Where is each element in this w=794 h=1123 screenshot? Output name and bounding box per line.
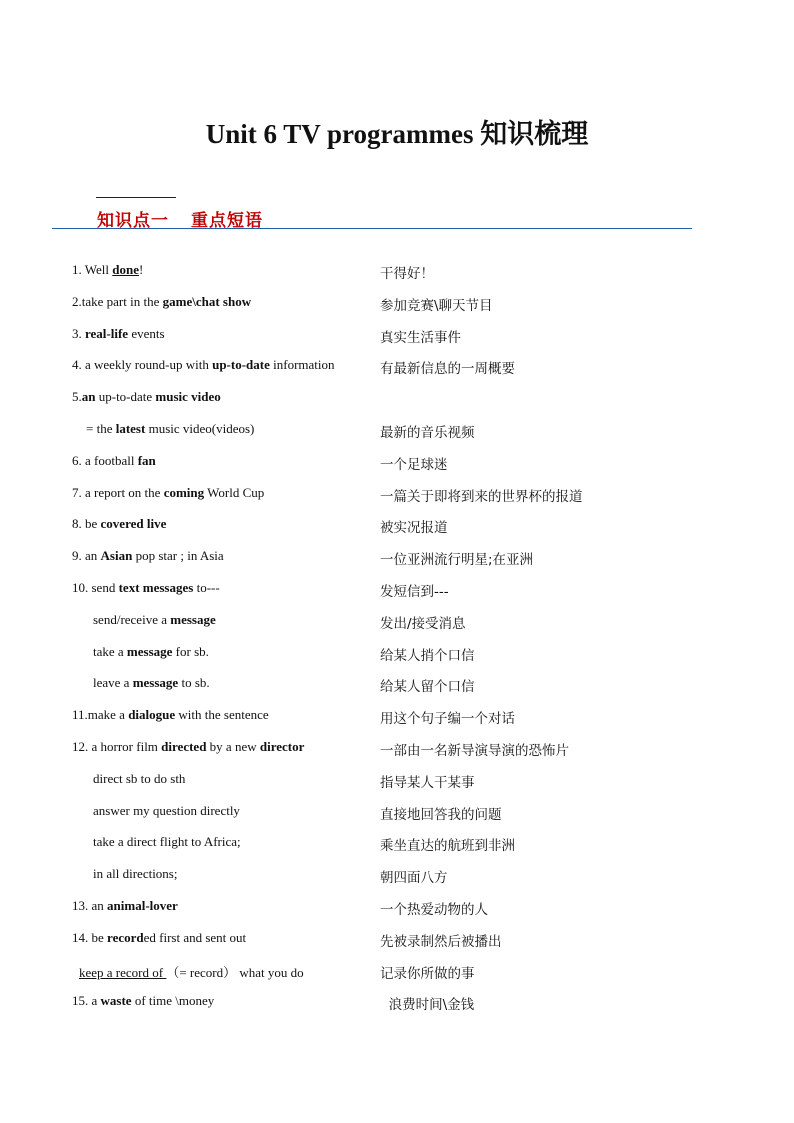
phrase-row (0, 930, 794, 962)
phrase-row (0, 866, 794, 898)
phrase-english: = the latest music video(videos) (86, 420, 255, 436)
phrase-row (0, 421, 794, 453)
phrase-english: 12. a horror film directed by a new director (72, 738, 305, 754)
phrase-english: 14. be recorded first and sent out (72, 929, 247, 945)
phrase-row (0, 962, 794, 994)
phrase-chinese: 乘坐直达的航班到非洲 (380, 838, 515, 855)
phrase-chinese: 一位亚洲流行明星;在亚洲 (380, 552, 534, 569)
phrase-english: 2.take part in the game\chat show (72, 293, 252, 309)
phrase-row (0, 516, 794, 548)
phrase-row (0, 389, 794, 421)
phrase-chinese: 真实生活事件 (380, 329, 461, 346)
phrase-chinese: 朝四面八方 (380, 870, 448, 887)
phrase-row (0, 675, 794, 707)
phrase-row (0, 453, 794, 485)
phrase-row (0, 485, 794, 517)
phrase-english: take a message for sb. (93, 643, 209, 659)
phrase-chinese: 参加竞赛\聊天节目 (380, 297, 493, 314)
phrase-chinese: 浪费时间\金钱 (380, 997, 475, 1014)
phrase-chinese: 有最新信息的一周概要 (380, 361, 515, 378)
section-top-line (96, 197, 176, 198)
phrase-row (0, 612, 794, 644)
section-part1: 知识点一 (97, 211, 169, 231)
phrase-english: 11.make a dialogue with the sentence (72, 707, 269, 723)
phrase-row (0, 803, 794, 835)
phrase-english: 15. a waste of time \money (72, 993, 215, 1009)
phrase-row (0, 739, 794, 771)
phrase-english: 7. a report on the coming World Cup (72, 484, 265, 500)
phrase-english: 1. Well done! (72, 262, 144, 277)
phrase-row (0, 707, 794, 739)
phrase-english: 10. send text messages to--- (72, 579, 220, 595)
phrase-english: take a direct flight to Africa; (93, 834, 241, 850)
phrase-row (0, 644, 794, 676)
phrase-english: 8. be covered live (72, 516, 167, 532)
phrase-english: 5.an up-to-date music video (72, 389, 221, 405)
phrase-row (0, 548, 794, 580)
phrase-chinese: 发短信到--- (380, 583, 449, 600)
phrase-chinese: 给某人留个口信 (380, 679, 475, 696)
phrase-chinese: 被实况报道 (380, 520, 448, 537)
phrase-chinese: 给某人捎个口信 (380, 647, 475, 664)
phrase-row (0, 771, 794, 803)
phrase-chinese: 指导某人干某事 (380, 774, 475, 791)
phrase-row (0, 993, 794, 1025)
phrase-english: 6. a football fan (72, 452, 156, 468)
phrase-english: 3. real-life events (72, 325, 165, 341)
phrase-english: keep a record of （= record） what you do (79, 964, 304, 980)
phrase-row (0, 262, 794, 294)
phrase-chinese: 记录你所做的事 (380, 965, 475, 982)
phrase-chinese: 发出/接受消息 (380, 615, 466, 632)
phrase-row (0, 326, 794, 358)
phrase-chinese: 一篇关于即将到来的世界杯的报道 (380, 488, 583, 505)
phrase-chinese: 一个足球迷 (380, 456, 448, 473)
phrase-row (0, 294, 794, 326)
page-title: Unit 6 TV programmes 知识梳理 (205, 119, 589, 149)
phrase-row (0, 898, 794, 930)
phrase-chinese: 先被录制然后被播出 (380, 933, 502, 950)
phrase-row (0, 834, 794, 866)
phrase-english: send/receive a message (93, 611, 216, 627)
phrase-chinese: 干得好！ (380, 266, 434, 282)
phrase-chinese: 一部由一名新导演导演的恐怖片 (380, 742, 569, 759)
phrase-english: 13. an animal-lover (72, 897, 178, 913)
phrase-english: 9. an Asian pop star ; in Asia (72, 548, 224, 564)
section-part2: 重点短语 (191, 211, 263, 231)
phrase-row (0, 357, 794, 389)
phrase-english: leave a message to sb. (93, 675, 210, 691)
section-divider (52, 228, 692, 229)
phrase-english: in all directions; (93, 866, 178, 882)
phrase-row (0, 580, 794, 612)
phrase-english: 4. a weekly round-up with up-to-date information (72, 357, 335, 373)
phrase-chinese: 最新的音乐视频 (380, 424, 475, 441)
phrase-chinese: 一个热爱动物的人 (380, 901, 488, 918)
phrase-list (0, 262, 794, 1025)
phrase-chinese: 直接地回答我的问题 (380, 806, 502, 823)
phrase-chinese: 用这个句子编一个对话 (380, 711, 515, 728)
phrase-english: answer my question directly (93, 802, 240, 818)
phrase-english: direct sb to do sth (93, 770, 186, 786)
